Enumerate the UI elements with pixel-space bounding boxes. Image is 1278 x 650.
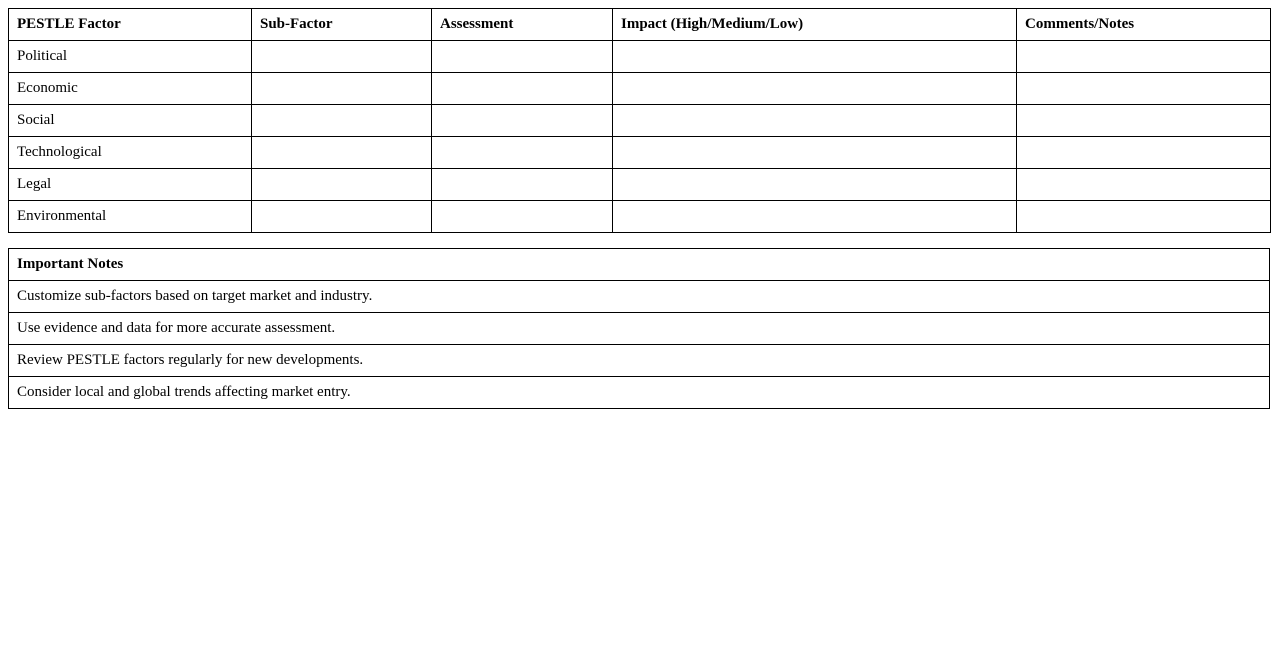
table-header-row bbox=[9, 9, 1271, 41]
cell-factor: Legal bbox=[9, 169, 252, 201]
cell-sub-factor[interactable] bbox=[252, 73, 432, 105]
cell-impact[interactable] bbox=[613, 73, 1017, 105]
pestle-analysis-table bbox=[8, 8, 1271, 233]
table-row bbox=[9, 41, 1271, 73]
note-text: Review PESTLE factors regularly for new developments. bbox=[9, 345, 1270, 377]
list-item bbox=[9, 313, 1270, 345]
cell-sub-factor[interactable] bbox=[252, 169, 432, 201]
cell-comments[interactable] bbox=[1017, 73, 1271, 105]
cell-assessment[interactable] bbox=[432, 169, 613, 201]
table-row bbox=[9, 201, 1271, 233]
cell-impact[interactable] bbox=[613, 41, 1017, 73]
column-header-sub-factor: Sub-Factor bbox=[252, 9, 432, 41]
cell-comments[interactable] bbox=[1017, 169, 1271, 201]
cell-comments[interactable] bbox=[1017, 201, 1271, 233]
table-gap-divider bbox=[8, 233, 1270, 248]
cell-sub-factor[interactable] bbox=[252, 201, 432, 233]
notes-header-label: Important Notes bbox=[9, 249, 1270, 281]
column-header-assessment: Assessment bbox=[432, 9, 613, 41]
column-header-impact: Impact (High/Medium/Low) bbox=[613, 9, 1017, 41]
table-row bbox=[9, 73, 1271, 105]
cell-assessment[interactable] bbox=[432, 201, 613, 233]
cell-assessment[interactable] bbox=[432, 73, 613, 105]
list-item bbox=[9, 377, 1270, 409]
cell-impact[interactable] bbox=[613, 105, 1017, 137]
cell-comments[interactable] bbox=[1017, 137, 1271, 169]
cell-assessment[interactable] bbox=[432, 137, 613, 169]
cell-sub-factor[interactable] bbox=[252, 41, 432, 73]
cell-comments[interactable] bbox=[1017, 105, 1271, 137]
cell-impact[interactable] bbox=[613, 169, 1017, 201]
note-text: Use evidence and data for more accurate assessment. bbox=[9, 313, 1270, 345]
table-row bbox=[9, 169, 1271, 201]
cell-factor: Economic bbox=[9, 73, 252, 105]
notes-header-row bbox=[9, 249, 1270, 281]
important-notes-table bbox=[8, 248, 1270, 409]
cell-factor: Environmental bbox=[9, 201, 252, 233]
cell-impact[interactable] bbox=[613, 201, 1017, 233]
list-item bbox=[9, 345, 1270, 377]
table-row bbox=[9, 137, 1271, 169]
column-header-pestle-factor: PESTLE Factor bbox=[9, 9, 252, 41]
column-header-comments: Comments/Notes bbox=[1017, 9, 1271, 41]
cell-factor: Technological bbox=[9, 137, 252, 169]
cell-assessment[interactable] bbox=[432, 41, 613, 73]
cell-impact[interactable] bbox=[613, 137, 1017, 169]
cell-factor: Social bbox=[9, 105, 252, 137]
cell-sub-factor[interactable] bbox=[252, 105, 432, 137]
note-text: Customize sub-factors based on target market and industry. bbox=[9, 281, 1270, 313]
cell-sub-factor[interactable] bbox=[252, 137, 432, 169]
list-item bbox=[9, 281, 1270, 313]
table-row bbox=[9, 105, 1271, 137]
cell-assessment[interactable] bbox=[432, 105, 613, 137]
note-text: Consider local and global trends affecting market entry. bbox=[9, 377, 1270, 409]
cell-comments[interactable] bbox=[1017, 41, 1271, 73]
cell-factor: Political bbox=[9, 41, 252, 73]
